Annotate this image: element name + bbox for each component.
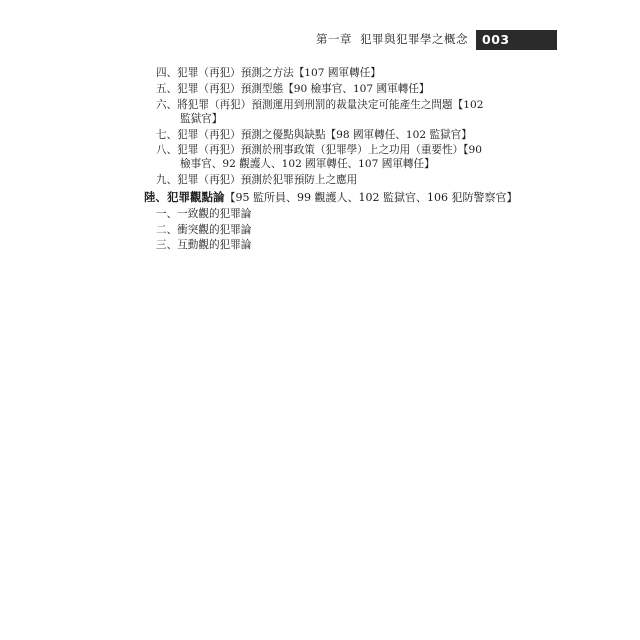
running-header: [0, 30, 640, 50]
section-item: 一、一致觀的犯罪論: [156, 208, 252, 220]
chapter-title: 犯罪與犯罪學之概念: [360, 32, 468, 46]
outline-item: 四、犯罪（再犯）預測之方法【107 國軍轉任】: [156, 67, 381, 79]
outline-item-continuation: 檢事官、92 觀護人、102 國軍轉任、107 國軍轉任】: [180, 158, 435, 170]
outline-item: 九、犯罪（再犯）預測於犯罪預防上之應用: [156, 174, 358, 186]
chapter-header: [316, 31, 468, 47]
outline-item: 八、犯罪（再犯）預測於刑事政策（犯罪學）上之功用（重要性）【90: [156, 144, 482, 156]
outline-item: 五、犯罪（再犯）預測型態【90 檢事官、107 國軍轉任】: [156, 83, 430, 95]
section-item: 二、衝突觀的犯罪論: [156, 224, 252, 236]
section-title: 陸、犯罪觀點論: [144, 190, 225, 204]
chapter-label: 第一章: [316, 32, 352, 46]
outline-item: 六、將犯罪（再犯）預測運用到刑罰的裁量決定可能產生之問題【102: [156, 99, 484, 111]
page-number: 003: [476, 30, 557, 50]
outline-item: 七、犯罪（再犯）預測之優點與缺點【98 國軍轉任、102 監獄官】: [156, 129, 472, 141]
outline-item-continuation: 監獄官】: [180, 113, 223, 125]
section-item: 三、互動觀的犯罪論: [156, 239, 252, 251]
section-heading: [144, 191, 517, 204]
section-tags: 【95 監所員、99 觀護人、102 監獄官、106 犯防警察官】: [224, 191, 518, 204]
